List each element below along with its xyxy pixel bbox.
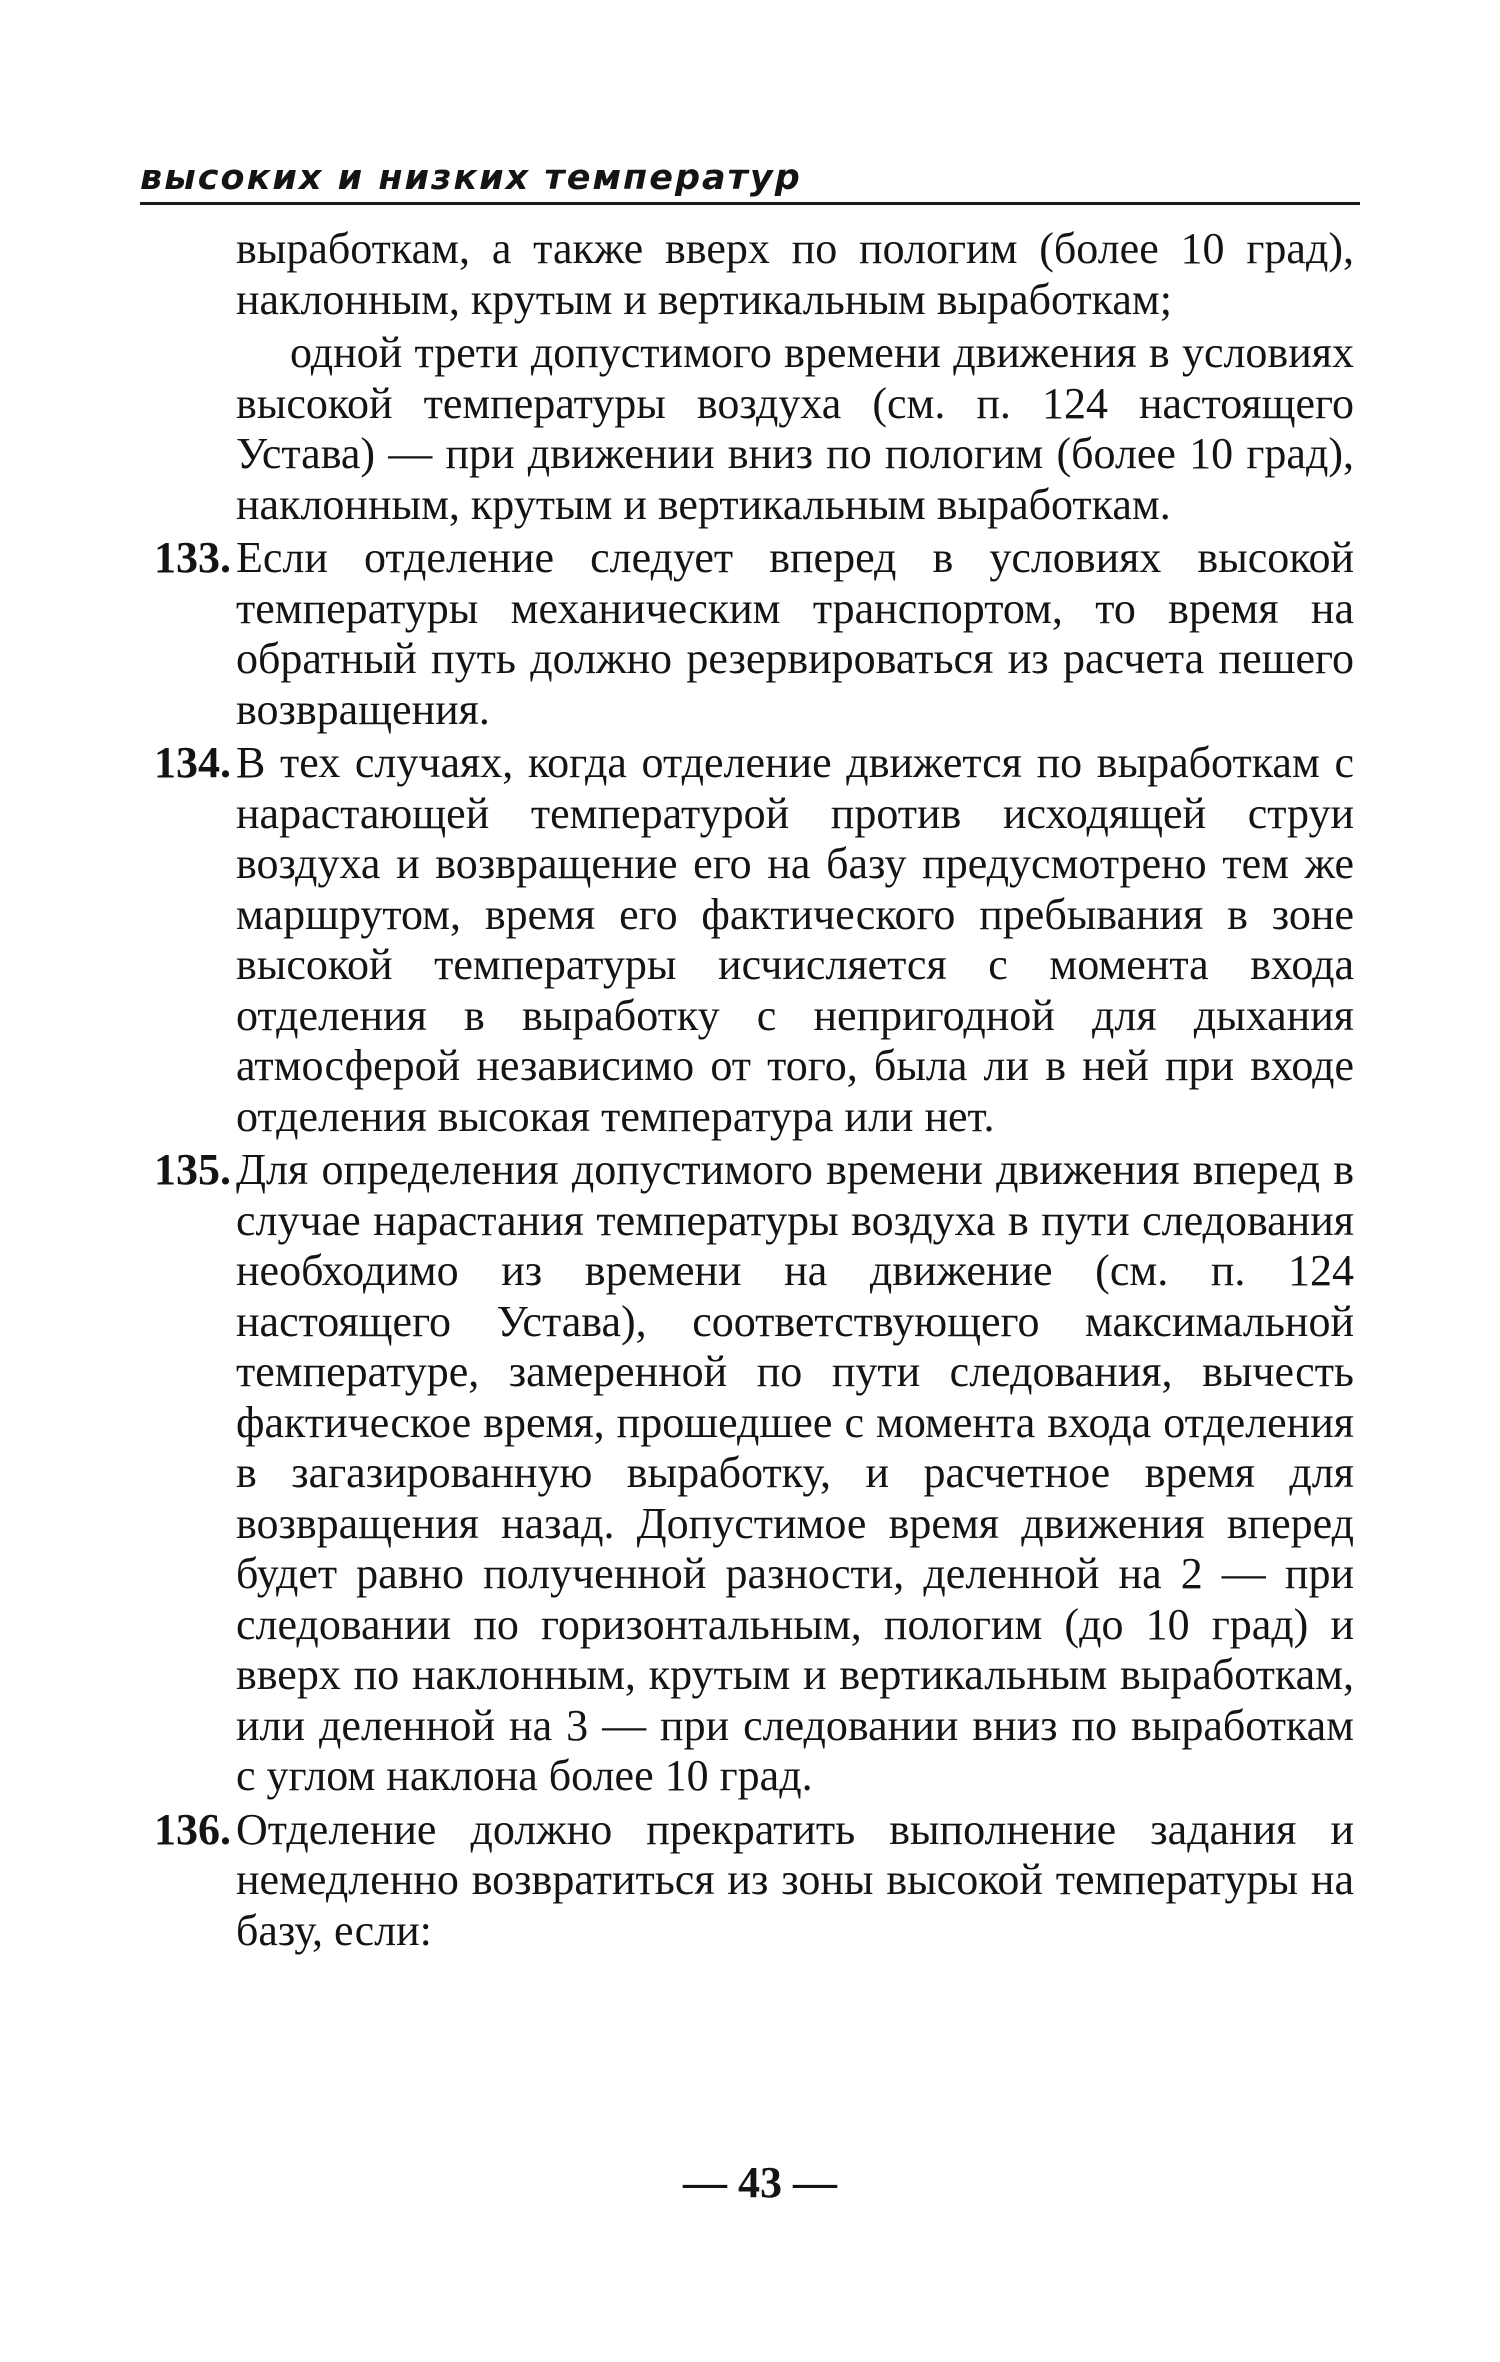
item-number: 134. xyxy=(154,738,231,787)
item-136 xyxy=(154,1804,1354,1957)
running-header-title: высоких и низких температур xyxy=(140,158,802,198)
item-text: Для определения допустимого времени движения вперед в случае нарастания температуры воздуха в пути следования необходимо из времени на движение (см. п. 124 настоящего Устава), соответствующего максимальной температуре, замеренной по пути следования, вычесть фактическое время, прошедшее с момента входа отделения в загазированную выработку, и расчетное время для возвращения назад. Допустимое время движения вперед будет равно полученной разности, деленной на 2 — при следовании по горизонтальным, пологим (до 10 град) и вверх по наклонным, крутым и вертикальным выработкам, или деленной на 3 — при следовании вниз по выработкам с углом наклона более 10 град. xyxy=(236,1145,1354,1800)
page-number: — 43 — xyxy=(683,2158,837,2207)
item-text: Если отделение следует вперед в условиях высокой температуры механическим транспортом, то время на обратный путь должно резервироваться из расчета пешего возвращения. xyxy=(236,533,1354,734)
paragraph-one-third-rule: одной трети допустимого времени движения в условиях высокой температуры воздуха (см. п. 124 настоящего Устава) — при движении вниз по пологим (более 10 град), наклонным, крутым и вертикальным выработкам. xyxy=(236,328,1354,529)
item-text: В тех случаях, когда отделение движется по выработкам с нарастающей температурой против исходящей струи воздуха и возвращение его на базу предусмотрено тем же маршрутом, время его фактического пребывания в зоне высокой температуры исчисляется с момента входа отделения в выработку с непригодной для дыхания атмосферой независимо от того, была ли в ней при входе отделения высокая температура или нет. xyxy=(236,738,1354,1141)
body-text xyxy=(154,224,1354,1959)
item-133 xyxy=(154,533,1354,735)
item-number: 135. xyxy=(154,1145,231,1194)
item-number: 133. xyxy=(154,533,231,582)
item-134 xyxy=(154,738,1354,1142)
item-number: 136. xyxy=(154,1804,231,1854)
item-135 xyxy=(154,1145,1354,1802)
paragraph-continuation: выработкам, а также вверх по пологим (более 10 град), наклонным, крутым и вертикальным выработкам; xyxy=(236,224,1354,324)
item-text: Отделение должно прекратить выполнение задания и немедленно возвратиться из зоны высокой температуры на базу, если: xyxy=(236,1804,1354,1955)
running-header xyxy=(140,148,1360,205)
